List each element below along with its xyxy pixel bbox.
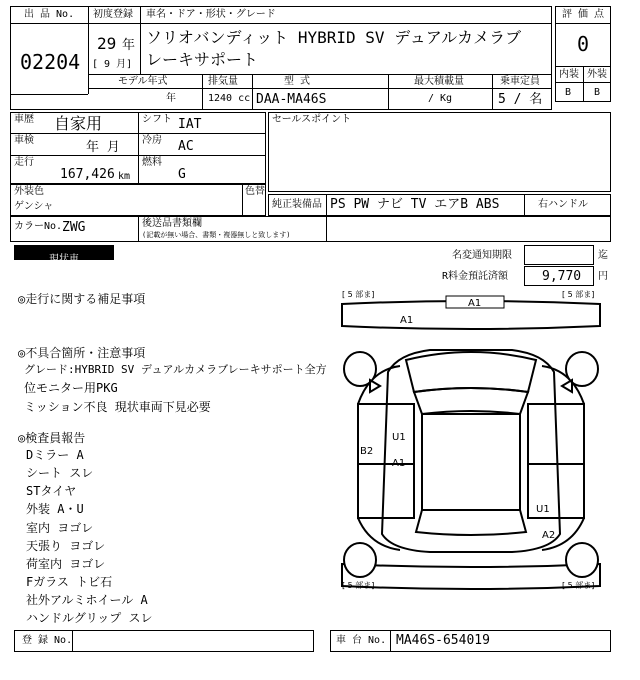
name-change-field (524, 245, 594, 265)
car-name-line2: レーキサポート (146, 50, 259, 69)
first-reg-month: [ 9 月] (92, 59, 133, 70)
capacity: 5 / 名 (498, 92, 543, 107)
name-change-label: 名変通知期限 (452, 250, 512, 261)
fuel: G (178, 167, 186, 182)
inspector-line: 外装 A・U (26, 502, 84, 516)
lot-no: 02204 (20, 50, 81, 74)
inspection-label: 車検 (14, 135, 34, 146)
recycle-unit: 円 (598, 271, 608, 282)
inspector-title: ◎検査員報告 (18, 431, 86, 445)
sales-points-label: セールスポイント (272, 114, 352, 125)
color-no: ZWG (62, 220, 86, 235)
ext-color: ゲンシャ (14, 201, 54, 212)
car-diagram (330, 288, 612, 602)
inspector-line: STタイヤ (26, 484, 77, 498)
recycle-label: R料金預託済額 (442, 271, 509, 282)
reg-no-label: 登 録 No. (22, 635, 73, 646)
equipment-label: 純正装備品 (272, 199, 322, 210)
score: 0 (577, 32, 590, 56)
score-label: 評 価 点 (562, 9, 605, 20)
tire-label-front-left: [ 5 部ま] (342, 290, 375, 299)
first-reg-label: 初度登録 (93, 9, 133, 20)
damage-mark-left-door-u: U1 (392, 432, 406, 443)
mileage-label: 走行 (14, 157, 34, 168)
fuel-label: 燃料 (142, 157, 162, 168)
max-load: / Kg (428, 93, 453, 104)
defects-title: ◎不具合箇所・注意事項 (18, 346, 146, 360)
inspector-line: 荷室内 ヨゴレ (26, 557, 106, 571)
damage-mark-right-rear-a: A2 (542, 530, 556, 541)
max-load-label: 最大積載量 (414, 76, 464, 87)
defect-line: グレード:HYBRID SV デュアルカメラブレーキサポート全方 (24, 363, 327, 376)
equipment: PS PW ナビ TV エアB ABS (330, 197, 500, 212)
damage-mark-right-rear-u: U1 (536, 504, 550, 515)
defect-line: 位モニター用PKG (24, 381, 118, 395)
current-status-badge (14, 245, 114, 265)
first-reg-year-unit: 年 (122, 38, 136, 53)
inspector-line: シート スレ (26, 466, 94, 480)
recolor-label: 色替 (245, 186, 265, 197)
color-no-label: カラーNo. (14, 221, 63, 232)
model-year-unit: 年 (166, 93, 176, 104)
model-year-label: モデル年式 (118, 76, 168, 87)
model-code: DAA-MA46S (256, 92, 327, 107)
inspector-line: Dミラー A (26, 448, 84, 462)
inspector-line: Fガラス トビ石 (26, 575, 113, 589)
chassis-label: 車 台 No. (336, 635, 387, 646)
mileage-unit: km (118, 171, 131, 182)
driving-notes-title: ◎走行に関する補足事項 (18, 292, 146, 306)
displacement: 1240 cc (208, 93, 251, 104)
car-name-label: 車名・ドア・形状・グレード (146, 9, 276, 20)
inspector-line: 社外アルミホイール A (26, 593, 148, 607)
exterior-grade: B (594, 87, 601, 98)
damage-mark-left-door-a: A1 (392, 458, 406, 469)
ac-label: 冷房 (142, 135, 162, 146)
inspector-line: ハンドルグリップ スレ (26, 611, 153, 625)
damage-mark-front-left: A1 (400, 315, 414, 326)
damage-mark-left-side: B2 (360, 446, 374, 457)
recycle: 9,770 (542, 269, 582, 284)
first-reg-year: 29 (97, 34, 117, 53)
car-name-line1: ソリオバンディット HYBRID SV デュアルカメラブ (146, 28, 522, 47)
history: 自家用 (54, 114, 103, 133)
history-label: 車歴 (14, 114, 34, 125)
exterior-label: 外装 (587, 69, 607, 80)
defect-line: ミッション不良 現状車両下見必要 (24, 400, 211, 414)
shift: IAT (178, 117, 202, 132)
damage-mark-front-bumper: A1 (468, 298, 482, 309)
type-label: 型 式 (284, 76, 311, 87)
chassis-no: MA46S-654019 (396, 633, 490, 648)
inspector-line: 天張り ヨゴレ (26, 539, 106, 553)
docs-box (10, 216, 611, 242)
docs-note: (記載が無い場合、書類・複器無しと致します) (142, 231, 291, 239)
inspector-line: 室内 ヨゴレ (26, 521, 94, 535)
name-change-unit: 迄 (598, 250, 608, 261)
tire-label-front-right: [ 5 部ま] (562, 290, 595, 299)
interior-label: 内装 (559, 69, 579, 80)
steering: 右ハンドル (538, 199, 588, 210)
current-status-label: 現状車 (49, 254, 79, 265)
lot-no-label: 出 品 No. (24, 9, 75, 20)
interior-grade: B (565, 87, 572, 98)
shift-label: シフト (142, 114, 172, 125)
docs-label: 後送品書類欄 (142, 218, 202, 229)
ext-color-label: 外装色 (14, 186, 44, 197)
tire-label-rear-right: [ 5 部ま] (562, 581, 595, 590)
ac: AC (178, 139, 194, 154)
capacity-label: 乗車定員 (500, 76, 540, 87)
tire-label-rear-left: [ 5 部ま] (342, 581, 375, 590)
displacement-label: 排気量 (208, 76, 238, 87)
mileage: 167,426 (60, 167, 115, 182)
inspection: 年 月 (86, 140, 120, 155)
